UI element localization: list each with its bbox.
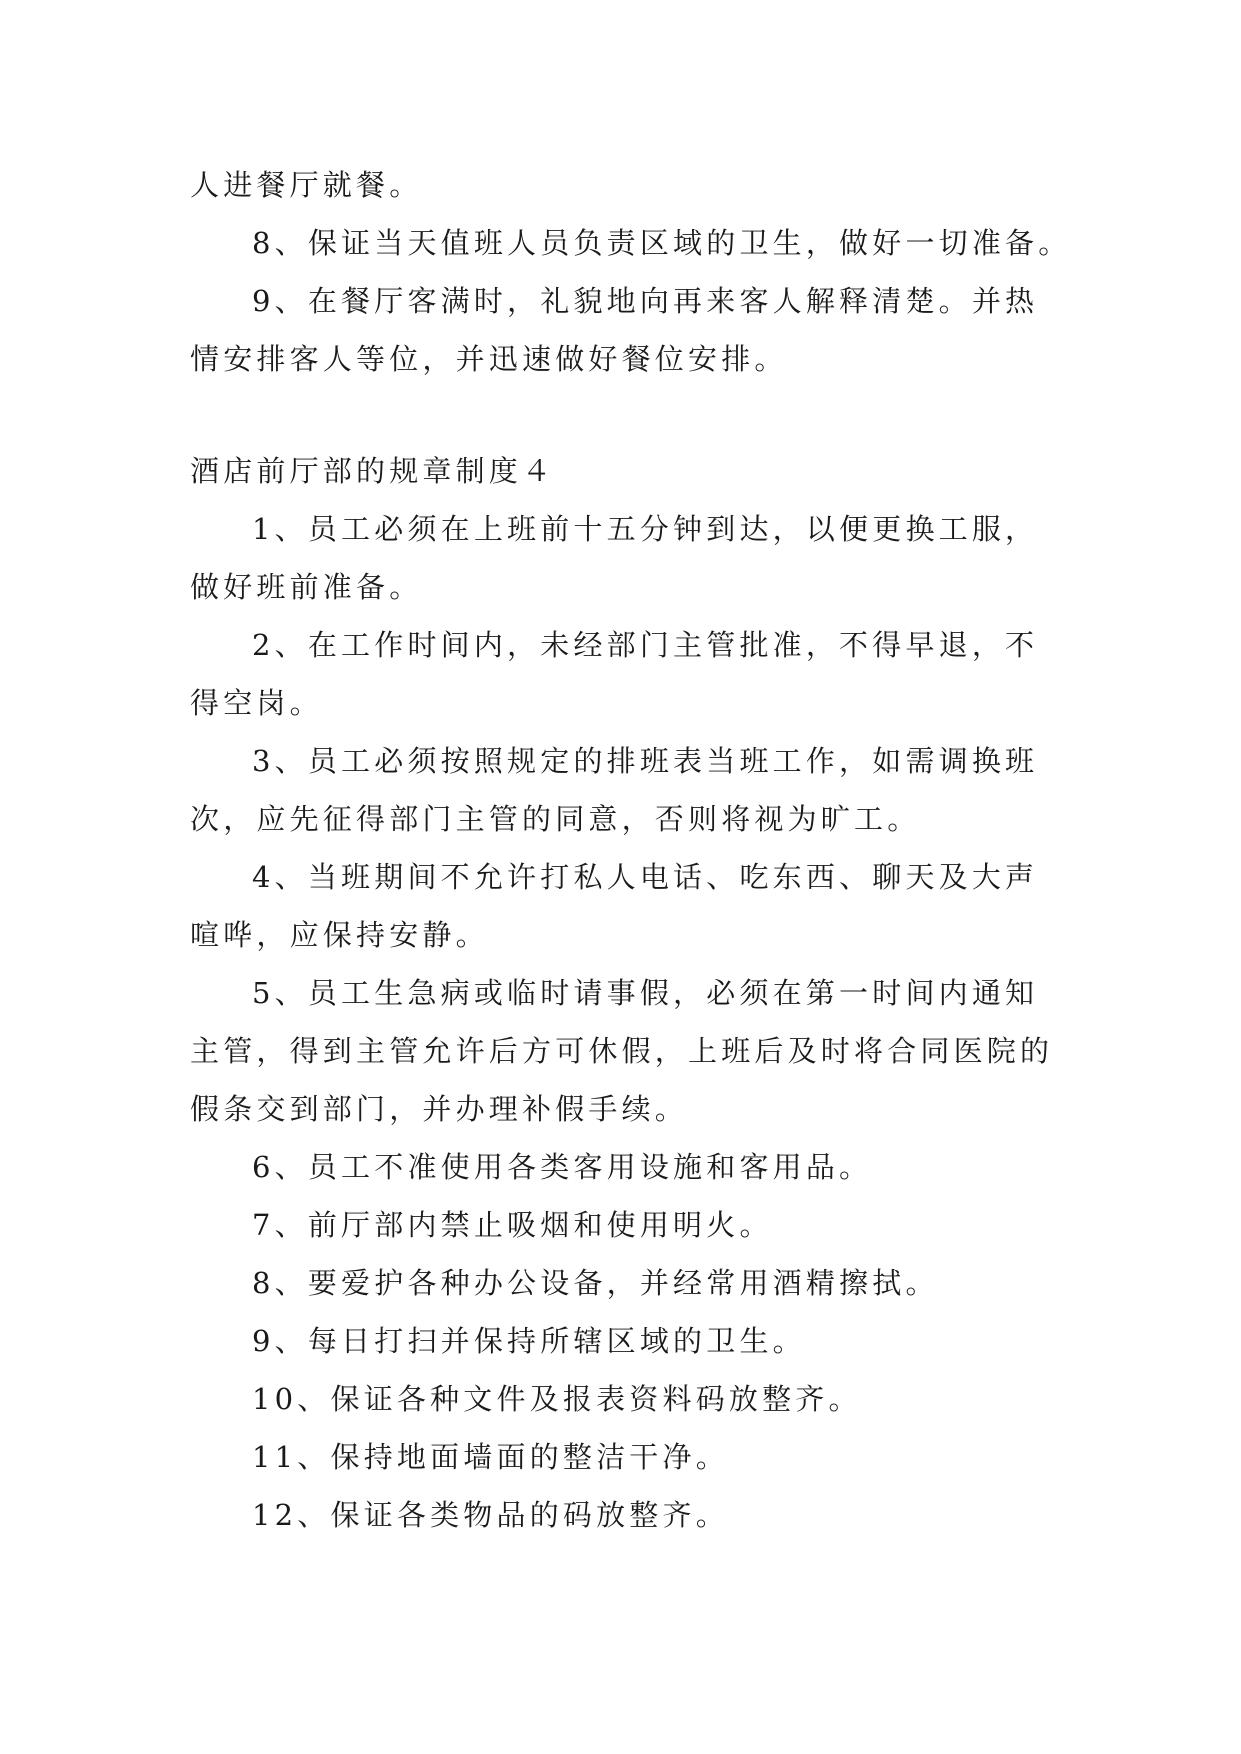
rule-item-7-line-1: 7、前厅部内禁止吸烟和使用明火。 xyxy=(252,1208,773,1242)
prev-item-9-line-2: 情安排客人等位，并迅速做好餐位安排。 xyxy=(190,342,788,376)
rule-item-9-line-1: 9、每日打扫并保持所辖区域的卫生。 xyxy=(252,1324,806,1358)
rule-item-3 xyxy=(190,732,1070,848)
rule-item-1 xyxy=(190,500,1070,616)
rule-item-10 xyxy=(190,1370,1070,1428)
rule-item-4 xyxy=(190,848,1070,964)
rule-item-1-line-1: 1、员工必须在上班前十五分钟到达，以便更换工服， xyxy=(252,512,1039,546)
rule-item-5-line-2: 主管，得到主管允许后方可休假，上班后及时将合同医院的 xyxy=(190,1034,1054,1068)
rule-item-4-line-1: 4、当班期间不允许打私人电话、吃东西、聊天及大声 xyxy=(252,860,1039,894)
section-gap xyxy=(190,388,1070,442)
rule-item-5 xyxy=(190,964,1070,1138)
rule-item-5-line-3: 假条交到部门，并办理补假手续。 xyxy=(190,1092,689,1126)
rule-item-7 xyxy=(190,1196,1070,1254)
carryover-text: 人进餐厅就餐。 xyxy=(190,168,423,202)
rule-item-3-line-1: 3、员工必须按照规定的排班表当班工作，如需调换班 xyxy=(252,744,1039,778)
rule-item-8-line-1: 8、要爱护各种办公设备，并经常用酒精擦拭。 xyxy=(252,1266,939,1300)
prev-item-8 xyxy=(190,214,1070,272)
rule-item-6 xyxy=(190,1138,1070,1196)
rule-item-12-line-1: 12、保证各类物品的码放整齐。 xyxy=(252,1498,729,1532)
rule-item-6-line-1: 6、员工不准使用各类客用设施和客用品。 xyxy=(252,1150,873,1184)
rule-item-3-line-2: 次，应先征得部门主管的同意，否则将视为旷工。 xyxy=(190,802,921,836)
rule-item-10-line-1: 10、保证各种文件及报表资料码放整齐。 xyxy=(252,1382,862,1416)
rule-item-2 xyxy=(190,616,1070,732)
prev-item-8-line-1: 8、保证当天值班人员负责区域的卫生，做好一切准备。 xyxy=(252,226,1072,260)
rule-item-12 xyxy=(190,1486,1070,1544)
rule-item-9 xyxy=(190,1312,1070,1370)
rule-item-11 xyxy=(190,1428,1070,1486)
rule-item-11-line-1: 11、保持地面墙面的整洁干净。 xyxy=(252,1440,729,1474)
rule-item-2-line-1: 2、在工作时间内，未经部门主管批准，不得早退，不 xyxy=(252,628,1039,662)
document-body xyxy=(190,156,1070,1544)
prev-item-9-line-1: 9、在餐厅客满时，礼貌地向再来客人解释清楚。并热 xyxy=(252,284,1039,318)
rule-item-5-line-1: 5、员工生急病或临时请事假，必须在第一时间内通知 xyxy=(252,976,1039,1010)
rule-item-8 xyxy=(190,1254,1070,1312)
rule-item-2-line-2: 得空岗。 xyxy=(190,686,323,720)
rule-item-1-line-2: 做好班前准备。 xyxy=(190,570,423,604)
rule-item-4-line-2: 喧哗，应保持安静。 xyxy=(190,918,489,952)
section-title: 酒店前厅部的规章制度４ xyxy=(190,454,556,488)
prev-item-9 xyxy=(190,272,1070,388)
